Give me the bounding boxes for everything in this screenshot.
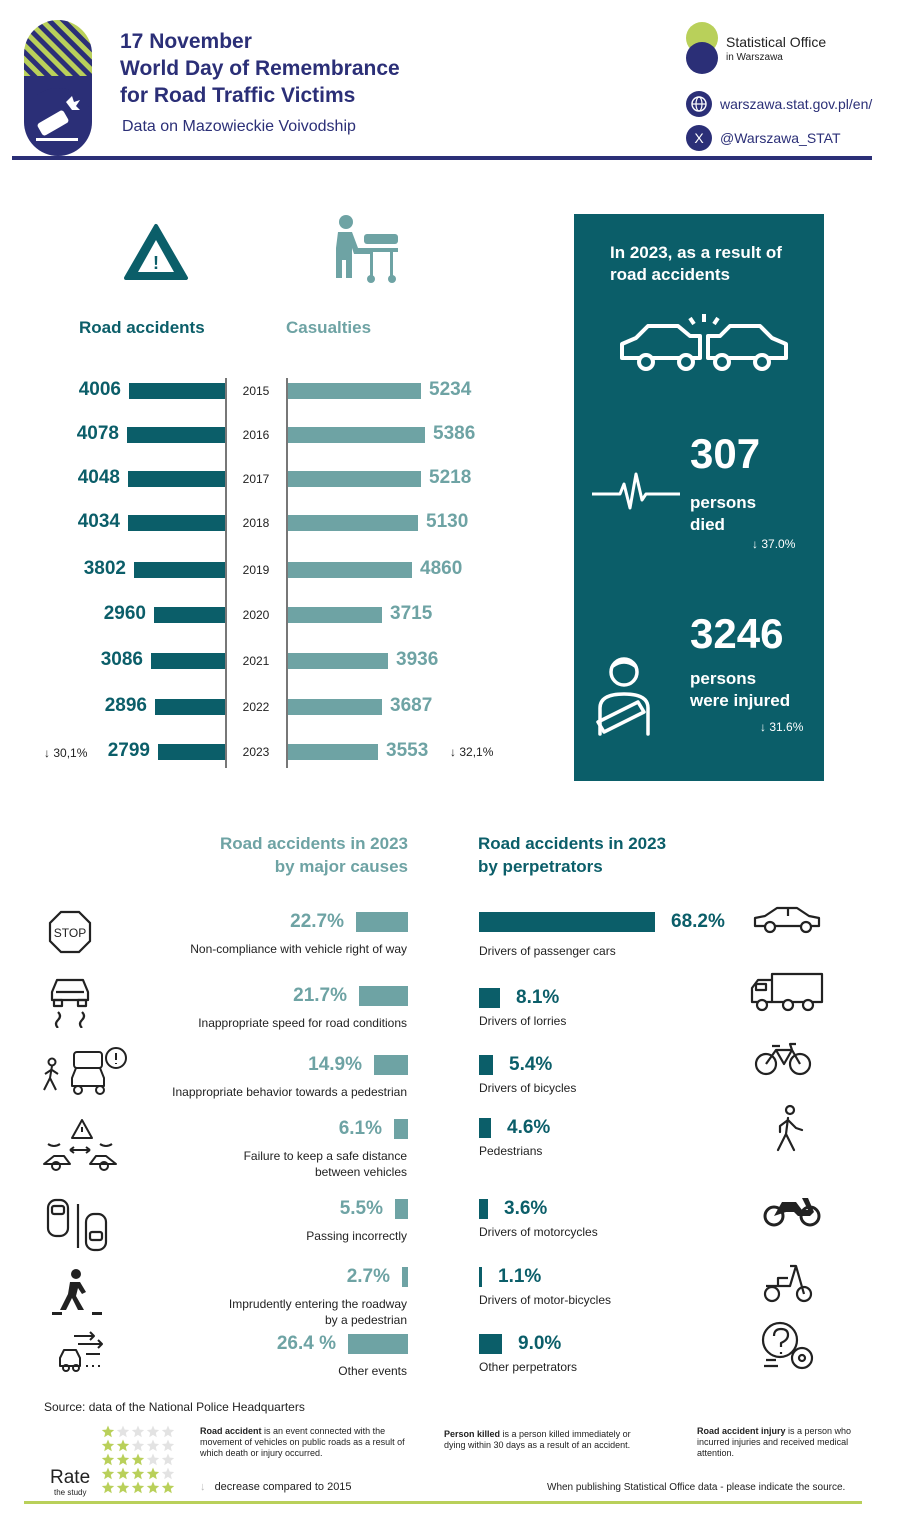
road-accidents-heading: Road accidents [79, 318, 205, 337]
cause-percent: 26.4 % [276, 1333, 336, 1354]
globe-icon [686, 91, 712, 117]
panel-heading: In 2023, as a result of road accidents [610, 243, 782, 284]
accidents-bar [151, 653, 225, 669]
year-label: 2015 [242, 384, 270, 398]
bicycle-icon [754, 1040, 812, 1076]
rating-star[interactable] [102, 1440, 114, 1452]
x-twitter-icon: X [686, 125, 712, 151]
accidents-bar [155, 699, 225, 715]
perpetrator-percent: 8.1% [516, 987, 560, 1008]
perpetrator-label: Drivers of lorries [479, 1014, 567, 1028]
warning-triangle-exclamation: ! [153, 253, 159, 273]
car-crash-icon [618, 312, 790, 376]
perpetrator-percent: 9.0% [518, 1333, 562, 1354]
pedestrian-crossing-icon [50, 1268, 104, 1316]
rating-star[interactable] [162, 1454, 174, 1466]
rating-star[interactable] [132, 1426, 144, 1438]
decrease-arrow-icon: ↓ [752, 537, 758, 551]
decrease-arrow-icon: ↓ [450, 745, 456, 759]
title-line-2: World Day of Remembrance [120, 57, 400, 80]
perpetrator-bar [479, 1055, 493, 1075]
died-value: 307 [690, 430, 761, 477]
casualties-value: 3715 [390, 603, 433, 624]
office-subname: in Warszawa [726, 52, 783, 63]
rating-star[interactable] [132, 1454, 144, 1466]
perpetrator-percent: 3.6% [504, 1198, 548, 1219]
rating-star[interactable] [162, 1426, 174, 1438]
rate-sublabel: the study [54, 1488, 87, 1497]
casualties-heading: Casualties [286, 318, 372, 337]
accidents-bar [127, 427, 225, 443]
publish-note: When publishing Statistical Office data - please indicate the source. [547, 1482, 846, 1493]
passenger-car-icon [752, 904, 824, 934]
casualties-value: 5386 [433, 423, 476, 444]
perpetrator-bar [479, 1267, 482, 1287]
casualties-value: 3553 [386, 740, 429, 761]
perpetrator-percent: 68.2% [671, 911, 725, 932]
footer-divider [24, 1501, 862, 1504]
accidents-change: ↓ 30,1% [44, 746, 88, 760]
summary-panel [574, 214, 824, 781]
accidents-bar [129, 383, 225, 399]
pedestrian-walking-icon [772, 1104, 806, 1154]
casualties-bar [288, 471, 421, 487]
accidents-value: 2960 [103, 603, 146, 624]
cause-bar [394, 1119, 408, 1139]
perpetrator-bar [479, 1334, 502, 1354]
header-divider [12, 156, 872, 160]
title-line-1: 17 November [120, 30, 252, 53]
cause-percent: 2.7% [346, 1266, 390, 1287]
speeding-car-icon [48, 974, 92, 1028]
definition-person-killed: Person killed is a person killed immediately or dying within 30 days as a result of an accident. [444, 1429, 631, 1450]
rating-star[interactable] [102, 1426, 114, 1438]
accidents-value: 3086 [100, 649, 143, 670]
warning-triangle-icon [122, 222, 190, 282]
header-logo-badge [24, 20, 92, 156]
casualties-bar [288, 515, 418, 531]
perpetrator-label: Drivers of motorcycles [479, 1225, 598, 1239]
injured-label: persons were injured [690, 669, 791, 710]
died-label: persons died [690, 493, 757, 534]
rate-stars-icon[interactable] [100, 1425, 180, 1497]
overtaking-cars-icon [44, 1198, 112, 1254]
legend: ↓ decrease compared to 2015 [200, 1481, 352, 1493]
title-line-3: for Road Traffic Victims [120, 84, 356, 107]
perpetrator-label: Pedestrians [479, 1144, 543, 1158]
accidents-bar [128, 471, 225, 487]
decrease-arrow-icon: ↓ [760, 720, 766, 734]
casualties-change: ↓ 32,1% [450, 745, 494, 759]
injured-change: ↓ 31.6% [760, 720, 804, 734]
died-change: ↓ 37.0% [752, 537, 796, 551]
casualty-stretcher-icon [330, 212, 402, 286]
cause-percent: 14.9% [308, 1054, 362, 1075]
perpetrator-percent: 1.1% [498, 1266, 542, 1287]
year-label: 2022 [242, 700, 270, 714]
year-label: 2017 [242, 472, 270, 486]
chart-axis-left [225, 378, 227, 768]
rate-study-link[interactable] [50, 1468, 90, 1497]
cause-percent: 22.7% [290, 911, 344, 932]
website-link[interactable]: warszawa.stat.gov.pl/en/ [720, 96, 873, 112]
rating-star[interactable] [162, 1468, 174, 1480]
stop-sign-text: STOP [53, 926, 87, 940]
year-label: 2023 [242, 745, 270, 759]
accidents-value: 4078 [76, 423, 119, 444]
casualties-value: 4860 [420, 558, 463, 579]
decrease-arrow-icon: ↓ [44, 746, 50, 760]
casualties-bar [288, 653, 388, 669]
rating-star[interactable] [132, 1468, 144, 1480]
casualties-bar [288, 427, 425, 443]
cause-bar [359, 986, 408, 1006]
casualties-value: 5218 [429, 467, 472, 488]
office-name: Statistical Office [726, 34, 827, 50]
cause-bar [395, 1199, 408, 1219]
casualties-value: 3687 [390, 695, 433, 716]
year-label: 2021 [242, 654, 270, 668]
rating-star[interactable] [117, 1482, 129, 1494]
accidents-value: 2896 [104, 695, 147, 716]
page-subtitle: Data on Mazowieckie Voivodship [122, 118, 356, 135]
other-events-icon [56, 1330, 106, 1372]
casualties-bar [288, 383, 421, 399]
rating-star[interactable] [147, 1482, 159, 1494]
perpetrator-percent: 4.6% [507, 1117, 551, 1138]
rating-star[interactable] [132, 1440, 144, 1452]
accidents-value: 4034 [77, 511, 120, 532]
rating-star[interactable] [117, 1426, 129, 1438]
perpetrator-bar [479, 1199, 488, 1219]
rating-star[interactable] [102, 1482, 114, 1494]
cause-percent: 21.7% [293, 985, 347, 1006]
rate-label: Rate [50, 1467, 91, 1488]
cause-label: Failure to keep a safe distance between vehicles [243, 1149, 407, 1179]
casualties-value: 3936 [396, 649, 439, 670]
rating-star[interactable] [117, 1468, 129, 1480]
accidents-bar [158, 744, 225, 760]
stop-sign-icon [48, 910, 92, 954]
year-label: 2019 [242, 563, 270, 577]
perpetrator-percent: 5.4% [509, 1054, 553, 1075]
cause-label: Non-compliance with vehicle right of way [190, 942, 407, 956]
accidents-value: 4048 [77, 467, 120, 488]
casualties-value: 5130 [426, 511, 469, 532]
rating-star[interactable] [147, 1440, 159, 1452]
casualties-bar [288, 744, 378, 760]
year-label: 2020 [242, 608, 270, 622]
casualties-bar [288, 562, 412, 578]
safe-distance-icon [42, 1118, 118, 1174]
unknown-perpetrator-icon [760, 1320, 814, 1370]
perpetrator-label: Drivers of bicycles [479, 1081, 577, 1095]
cause-bar [348, 1334, 408, 1354]
perpetrator-label: Drivers of passenger cars [479, 944, 616, 958]
accidents-value: 4006 [78, 379, 121, 400]
cause-percent: 5.5% [339, 1198, 383, 1219]
pedestrian-car-alert-icon [42, 1046, 128, 1102]
rating-star[interactable] [162, 1482, 174, 1494]
cause-bar [374, 1055, 408, 1075]
cause-label: Imprudently entering the roadway by a pedestrian [228, 1297, 407, 1327]
cause-label: Passing incorrectly [306, 1229, 407, 1243]
rating-star[interactable] [117, 1440, 129, 1452]
definition-injury: Road accident injury is a person who incurred injuries and received medical attention. [697, 1426, 852, 1458]
twitter-link[interactable]: @Warszawa_STAT [720, 130, 841, 146]
accidents-bar [154, 607, 225, 623]
cause-label: Other events [338, 1364, 407, 1378]
perpetrators-heading: Road accidents in 2023 by perpetrators [478, 834, 667, 876]
accidents-bar [128, 515, 225, 531]
page-title [120, 28, 400, 109]
accidents-value: 3802 [83, 558, 126, 579]
cause-label: Inappropriate behavior towards a pedestrian [172, 1085, 407, 1099]
cause-bar [402, 1267, 408, 1287]
accidents-value: 2799 [107, 740, 150, 761]
year-label: 2018 [242, 516, 270, 530]
cause-label: Inappropriate speed for road conditions [198, 1016, 407, 1030]
casualties-bar [288, 699, 382, 715]
rating-star[interactable] [102, 1468, 114, 1480]
perpetrator-bar [479, 1118, 491, 1138]
legend-arrow-icon: ↓ [200, 1481, 206, 1493]
perpetrator-label: Drivers of motor-bicycles [479, 1293, 612, 1307]
rating-star[interactable] [102, 1454, 114, 1466]
motorcycle-icon [762, 1192, 822, 1228]
year-label: 2016 [242, 428, 270, 442]
rating-star[interactable] [132, 1482, 144, 1494]
casualties-value: 5234 [429, 379, 472, 400]
rating-star[interactable] [117, 1454, 129, 1466]
perpetrator-label: Other perpetrators [479, 1360, 578, 1374]
rating-star[interactable] [147, 1468, 159, 1480]
rating-star[interactable] [162, 1440, 174, 1452]
accidents-bar [134, 562, 225, 578]
casualties-bar [288, 607, 382, 623]
causes-heading: Road accidents in 2023 by major causes [219, 834, 408, 876]
injured-person-icon [594, 654, 658, 738]
perpetrator-bar [479, 988, 500, 1008]
definition-road-accident: Road accident is an event connected with the movement of vehicles on public roads as a result of which death or injury occurred. [200, 1426, 405, 1458]
scooter-icon [762, 1256, 814, 1304]
perpetrator-bar [479, 912, 655, 932]
rating-star[interactable] [147, 1426, 159, 1438]
cause-percent: 6.1% [338, 1118, 382, 1139]
lorry-icon [748, 972, 824, 1012]
rating-star[interactable] [147, 1454, 159, 1466]
injured-value: 3246 [690, 610, 784, 657]
statistical-office-logo [682, 22, 722, 74]
heartbeat-icon [590, 472, 682, 512]
cause-bar [356, 912, 408, 932]
source-note: Source: data of the National Police Headquarters [44, 1400, 305, 1414]
